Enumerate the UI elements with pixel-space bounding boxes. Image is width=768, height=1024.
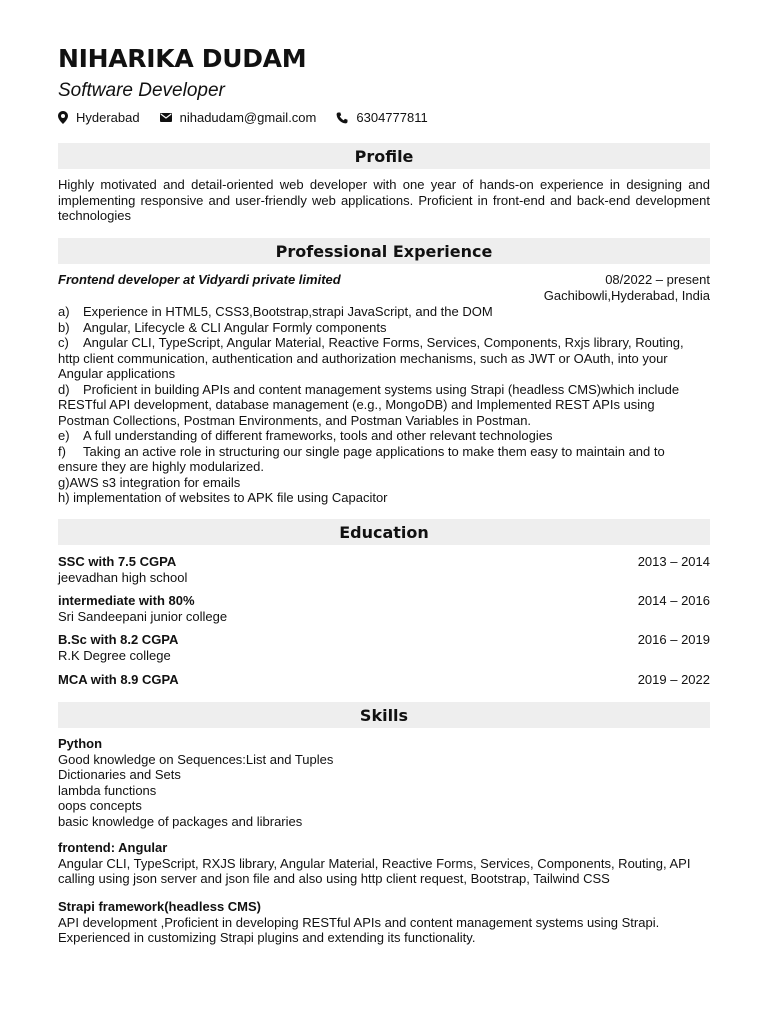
education-school: Sri Sandeepani junior college	[58, 609, 228, 624]
list-item: a) Experience in HTML5, CSS3,Bootstrap,strapi JavaScript, and the DOM	[58, 304, 493, 319]
list-item-continued: http client communication, authentication and authorization mechanisms, such as JWT or OAuth, into your	[58, 350, 668, 366]
education-school: R.K Degree college	[58, 648, 171, 663]
list-item: g)AWS s3 integration for emails	[58, 474, 241, 490]
list-item: b) Angular, Lifecycle & CLI Angular Formly components	[58, 319, 387, 335]
phone-icon	[336, 112, 348, 124]
profile-text: Highly motivated and detail-oriented web developer with one year of hands-on experience in designing and implementing responsive and user-friendly web applications. Proficient in front-end and back-end development technologies	[58, 177, 710, 223]
skill-line: basic knowledge of packages and libraries	[58, 813, 303, 829]
list-item-continued: RESTful API development, database management (e.g., MongoDB) and Implemented REST APIs using	[58, 397, 655, 412]
list-item: d) Proficient in building APIs and content management systems using Strapi (headless CMS)which include	[58, 381, 680, 397]
list-item-continued: ensure they are highly modularized.	[58, 459, 264, 474]
skill-group-title: Strapi framework(headless CMS)	[58, 899, 262, 914]
education-dates: 2019 – 2022	[637, 672, 710, 687]
section-heading-profile: Profile	[58, 143, 710, 169]
education-dates: 2013 – 2014	[637, 554, 710, 569]
list-item-continued: Angular applications	[58, 366, 176, 381]
skill-line: Dictionaries and Sets	[58, 767, 181, 782]
phone-text: 6304777811	[356, 110, 428, 125]
list-item: e) A full understanding of different frameworks, tools and other relevant technologies	[58, 428, 553, 443]
contact-row	[58, 110, 448, 125]
skill-group-title: Python	[58, 736, 103, 751]
section-heading-skills: Skills	[58, 702, 710, 728]
skill-line: calling using json server and json file and also using http client request, Bootstrap, Tailwind CSS	[58, 871, 610, 886]
skill-line: API development ,Proficient in developing RESTful APIs and content management systems using Strapi.	[58, 914, 660, 930]
education-school: jeevadhan high school	[58, 570, 188, 585]
job-dates: 08/2022 – present	[605, 272, 710, 287]
skill-line: Angular CLI, TypeScript, RXJS library, Angular Material, Reactive Forms, Services, Components, Routing, API	[58, 855, 691, 871]
contact-email	[160, 110, 317, 125]
skill-line: lambda functions	[58, 782, 157, 798]
education-title: SSC with 7.5 CGPA	[58, 554, 177, 569]
skill-group-title: frontend: Angular	[58, 840, 168, 855]
job-location: Gachibowli,Hyderabad, India	[543, 288, 710, 303]
education-dates: 2016 – 2019	[637, 632, 710, 647]
skill-line: Good knowledge on Sequences:List and Tuples	[58, 751, 334, 767]
contact-location	[58, 110, 140, 125]
email-text: nihadudam@gmail.com	[179, 110, 317, 125]
education-title: MCA with 8.9 CGPA	[58, 672, 179, 687]
skill-line: oops concepts	[58, 798, 142, 813]
contact-phone	[336, 110, 427, 125]
education-title: B.Sc with 8.2 CGPA	[58, 632, 179, 647]
section-heading-education: Education	[58, 519, 710, 545]
job-title: Frontend developer at Vidyardi private limited	[58, 272, 341, 287]
list-item: f) Taking an active role in structuring our single page applications to make them easy to maintain and to	[58, 443, 665, 459]
envelope-icon	[160, 113, 172, 122]
location-text: Hyderabad	[76, 110, 140, 125]
candidate-name: NIHARIKA DUDAM	[58, 44, 307, 73]
location-pin-icon	[58, 111, 68, 124]
skill-line: Experienced in customizing Strapi plugins and extending its functionality.	[58, 930, 476, 945]
section-heading-experience: Professional Experience	[58, 238, 710, 264]
list-item: h) implementation of websites to APK file using Capacitor	[58, 490, 388, 505]
list-item: c) Angular CLI, TypeScript, Angular Material, Reactive Forms, Services, Components, Rxjs library, Routing,	[58, 335, 684, 350]
education-dates: 2014 – 2016	[637, 593, 710, 608]
candidate-role: Software Developer	[58, 80, 225, 101]
education-title: intermediate with 80%	[58, 593, 195, 608]
list-item-continued: Postman Collections, Postman Environments, and Postman Variables in Postman.	[58, 412, 532, 428]
